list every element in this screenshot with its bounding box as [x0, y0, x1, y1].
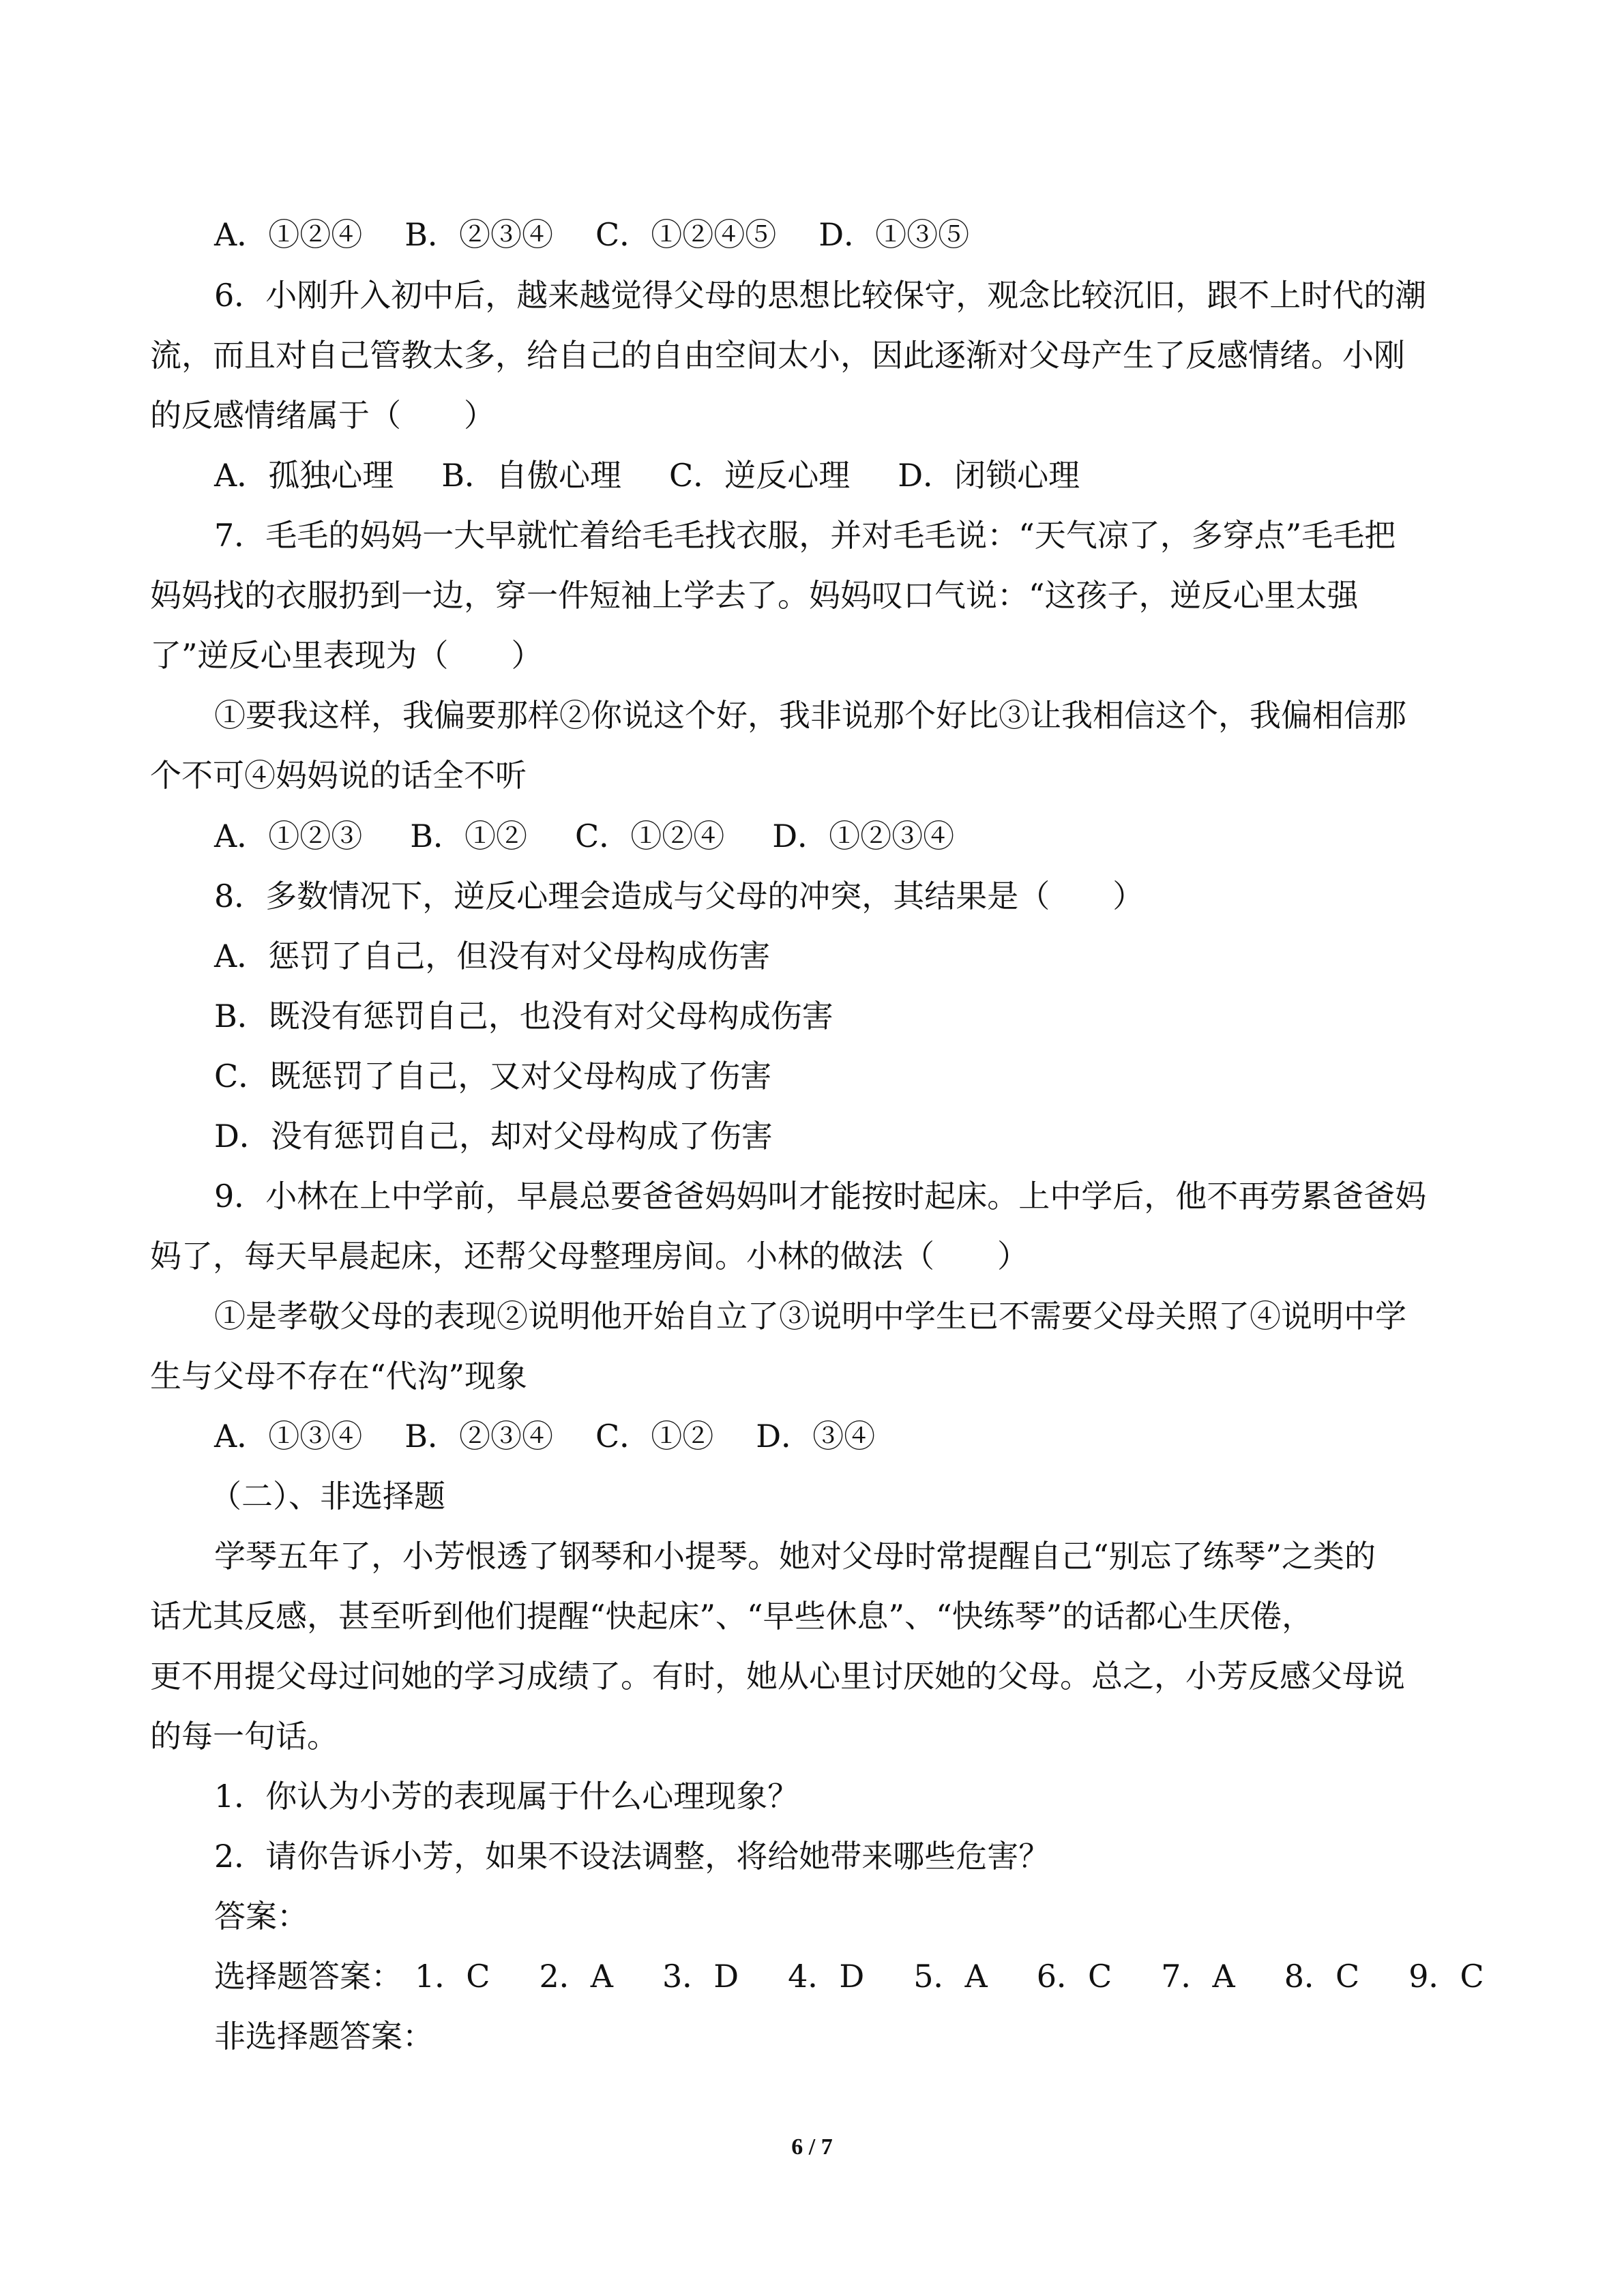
q5-option-b: B．②③④	[404, 216, 554, 253]
q7-option-c: C．①②④	[575, 818, 725, 854]
q7-stem-line-1: 7．毛毛的妈妈一大早就忙着给毛毛找衣服，并对毛毛说：“天气凉了，多穿点”毛毛把	[214, 517, 1396, 554]
choice-answer: 8．C	[1284, 1958, 1360, 1995]
q7-option-a: A．①②③	[214, 818, 363, 854]
q6-stem-line-2: 流，而且对自己管教太多，给自己的自由空间太小，因此逐渐对父母产生了反感情绪。小刚	[150, 337, 1405, 374]
q5-option-d: D．①③⑤	[818, 216, 970, 253]
passage-line-1: 学琴五年了，小芳恨透了钢琴和小提琴。她对父母时常提醒自己“别忘了练琴”之类的	[214, 1538, 1376, 1575]
q7-option-b: B．①②	[410, 818, 528, 854]
q8-option-d: D．没有惩罚自己，却对父母构成了伤害	[214, 1118, 773, 1154]
q6-stem-line-1: 6．小刚升入初中后，越来越觉得父母的思想比较保守，观念比较沉旧，跟不上时代的潮	[214, 277, 1427, 314]
nonchoice-answers-label: 非选择题答案：	[214, 2018, 434, 2055]
q6-stem-line-3: 的反感情绪属于（ ）	[150, 397, 495, 434]
q5-option-a: A．①②④	[214, 216, 363, 253]
q9-option-a: A．①③④	[214, 1418, 363, 1455]
choice-answer: 2．A	[539, 1958, 613, 1995]
q7-statement-line-1: ①要我这样，我偏要那样②你说这个好，我非说那个好比③让我相信这个，我偏相信那	[214, 697, 1406, 734]
q6-option-b: B．自傲心理	[441, 457, 622, 494]
choice-answer: 6．C	[1036, 1958, 1112, 1995]
choice-answer: 3．D	[662, 1958, 739, 1995]
q9-statement-line-1: ①是孝敬父母的表现②说明他开始自立了③说明中学生已不需要父母关照了④说明中学	[214, 1298, 1406, 1335]
choice-answer: 7．A	[1161, 1958, 1235, 1995]
passage-line-4: 的每一句话。	[150, 1718, 338, 1755]
passage-line-3: 更不用提父母过问她的学习成绩了。有时，她从心里讨厌她的父母。总之，小芳反感父母说	[150, 1658, 1405, 1695]
q7-stem-line-3: 了”逆反心里表现为（ ）	[150, 637, 543, 674]
section2-question-2: 2．请你告诉小芳，如果不设法调整，将给她带来哪些危害？	[214, 1838, 1050, 1875]
page-number: 6 / 7	[791, 2134, 833, 2160]
q9-stem-line-1: 9．小林在上中学前，早晨总要爸爸妈妈叫才能按时起床。上中学后，他不再劳累爸爸妈	[214, 1178, 1427, 1214]
q9-statement-line-2: 生与父母不存在“代沟”现象	[150, 1358, 528, 1395]
q7-stem-line-2: 妈妈找的衣服扔到一边，穿一件短袖上学去了。妈妈叹口气说：“这孩子，逆反心里太强	[150, 577, 1359, 614]
q7-statement-line-2: 个不可④妈妈说的话全不听	[150, 757, 527, 794]
choice-answers-label: 选择题答案：	[214, 1958, 402, 1995]
choice-answer: 5．A	[913, 1958, 988, 1995]
q9-option-c: C．①②	[595, 1418, 714, 1455]
section2-question-1: 1．你认为小芳的表现属于什么心理现象？	[214, 1778, 799, 1815]
q9-stem-line-2: 妈了，每天早晨起床，还帮父母整理房间。小林的做法（ ）	[150, 1238, 1029, 1274]
q9-option-b: B．②③④	[404, 1418, 554, 1455]
q7-options	[214, 816, 954, 856]
q9-options	[214, 1416, 875, 1457]
q8-option-a: A．惩罚了自己，但没有对父母构成伤害	[214, 938, 771, 974]
choice-answer: 4．D	[788, 1958, 865, 1995]
q5-option-c: C．①②④⑤	[595, 216, 777, 253]
choice-answers-line	[214, 1956, 1484, 1997]
section2-heading: （二）、非选择题	[210, 1478, 445, 1515]
q7-option-d: D．①②③④	[772, 818, 955, 854]
q8-stem: 8．多数情况下，逆反心理会造成与父母的冲突，其结果是（ ）	[214, 878, 1145, 914]
q6-options	[214, 455, 1080, 496]
q8-option-c: C．既惩罚了自己，又对父母构成了伤害	[214, 1058, 772, 1094]
q6-option-a: A．孤独心理	[214, 457, 394, 494]
q8-option-b: B．既没有惩罚自己，也没有对父母构成伤害	[214, 998, 833, 1034]
q5-options	[214, 214, 969, 255]
q6-option-c: C．逆反心理	[669, 457, 851, 494]
passage-line-2: 话尤其反感，甚至听到他们提醒“快起床”、“早些休息”、“快练琴”的话都心生厌倦，	[150, 1598, 1314, 1635]
answers-heading: 答案：	[214, 1898, 308, 1935]
q6-option-d: D．闭锁心理	[898, 457, 1080, 494]
choice-answer: 9．C	[1408, 1958, 1484, 1995]
q9-option-d: D．③④	[756, 1418, 876, 1455]
choice-answer: 1．C	[415, 1958, 490, 1995]
